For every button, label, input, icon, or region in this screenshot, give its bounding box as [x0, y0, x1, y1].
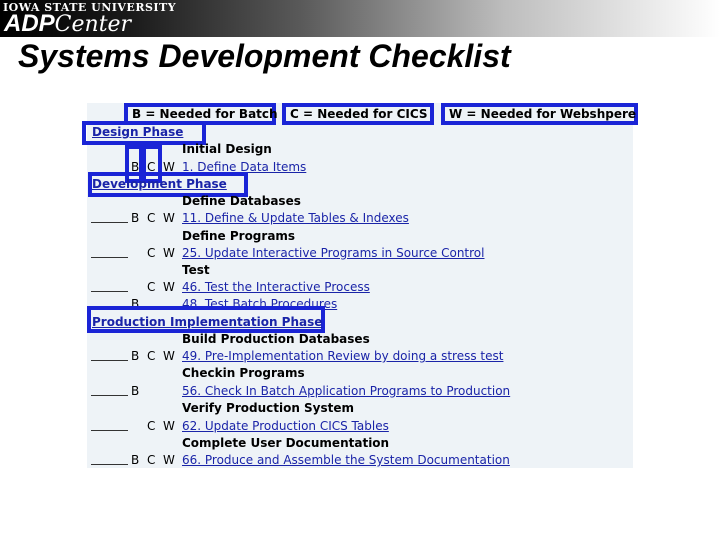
task-1-link[interactable]: 1. Define Data Items	[182, 160, 307, 174]
task-62-link[interactable]: 62. Update Production CICS Tables	[182, 419, 389, 433]
legend-batch: B = Needed for Batch	[124, 103, 276, 125]
task-11-w-flag: W	[163, 211, 175, 225]
adp-center-logo	[4, 12, 131, 37]
section-build-production-databases: Build Production Databases	[182, 332, 370, 346]
task-49-checkbox-line[interactable]	[91, 360, 128, 361]
task-66-b-flag: B	[131, 453, 140, 467]
task-56-b-flag: B	[131, 384, 140, 398]
production-phase-link[interactable]: Production Implementation Phase	[92, 315, 323, 329]
section-define-programs: Define Programs	[182, 229, 296, 243]
task-62-w-flag: W	[163, 419, 175, 433]
legend-websphere: W = Needed for Webshpere	[441, 103, 638, 125]
section-define-databases: Define Databases	[182, 194, 301, 208]
task-48-link[interactable]: 48. Test Batch Procedures	[182, 297, 338, 311]
task-46-checkbox-line[interactable]	[91, 291, 128, 292]
task-11-b-flag: B	[131, 211, 140, 225]
task-1-w-flag: W	[163, 160, 175, 174]
task-66-checkbox-line[interactable]	[91, 464, 128, 465]
slide-title: Systems Development Checklist	[18, 38, 511, 74]
task-62-checkbox-line[interactable]	[91, 430, 128, 431]
task-1-b-flag: B	[131, 160, 140, 174]
task-11-link[interactable]: 11. Define & Update Tables & Indexes	[182, 211, 409, 225]
design-phase-link[interactable]: Design Phase	[92, 125, 184, 139]
task-56-checkbox-line[interactable]	[91, 395, 128, 396]
task-49-w-flag: W	[163, 349, 175, 363]
task-25-w-flag: W	[163, 246, 175, 260]
task-25-checkbox-line[interactable]	[91, 257, 128, 258]
task-25-c-flag: C	[147, 246, 156, 260]
task-1-c-flag: C	[147, 160, 156, 174]
task-49-link[interactable]: 49. Pre-Implementation Review by doing a stress test	[182, 349, 504, 363]
section-complete-user-documentation: Complete User Documentation	[182, 436, 390, 450]
task-49-c-flag: C	[147, 349, 156, 363]
task-66-link[interactable]: 66. Produce and Assemble the System Documentation	[182, 453, 510, 467]
task-56-link[interactable]: 56. Check In Batch Application Programs to Production	[182, 384, 511, 398]
section-initial-design: Initial Design	[182, 142, 272, 156]
task-25-link[interactable]: 25. Update Interactive Programs in Source Control	[182, 246, 485, 260]
section-checkin-programs: Checkin Programs	[182, 366, 305, 380]
task-62-c-flag: C	[147, 419, 156, 433]
legend-cics: C = Needed for CICS	[282, 103, 434, 125]
task-46-w-flag: W	[163, 280, 175, 294]
university-name: IOWA STATE UNIVERSITY	[3, 1, 177, 14]
section-verify-production-system: Verify Production System	[182, 401, 355, 415]
task-49-b-flag: B	[131, 349, 140, 363]
task-11-checkbox-line[interactable]	[91, 222, 128, 223]
logo-center: Center	[54, 12, 132, 37]
logo-adp: ADP	[4, 10, 55, 37]
task-11-c-flag: C	[147, 211, 156, 225]
task-48-b-flag: B	[131, 297, 140, 311]
task-46-c-flag: C	[147, 280, 156, 294]
task-66-c-flag: C	[147, 453, 156, 467]
task-46-link[interactable]: 46. Test the Interactive Process	[182, 280, 370, 294]
header-banner	[0, 0, 720, 37]
task-66-w-flag: W	[163, 453, 175, 467]
development-phase-link[interactable]: Development Phase	[92, 177, 227, 191]
section-test: Test	[182, 263, 210, 277]
